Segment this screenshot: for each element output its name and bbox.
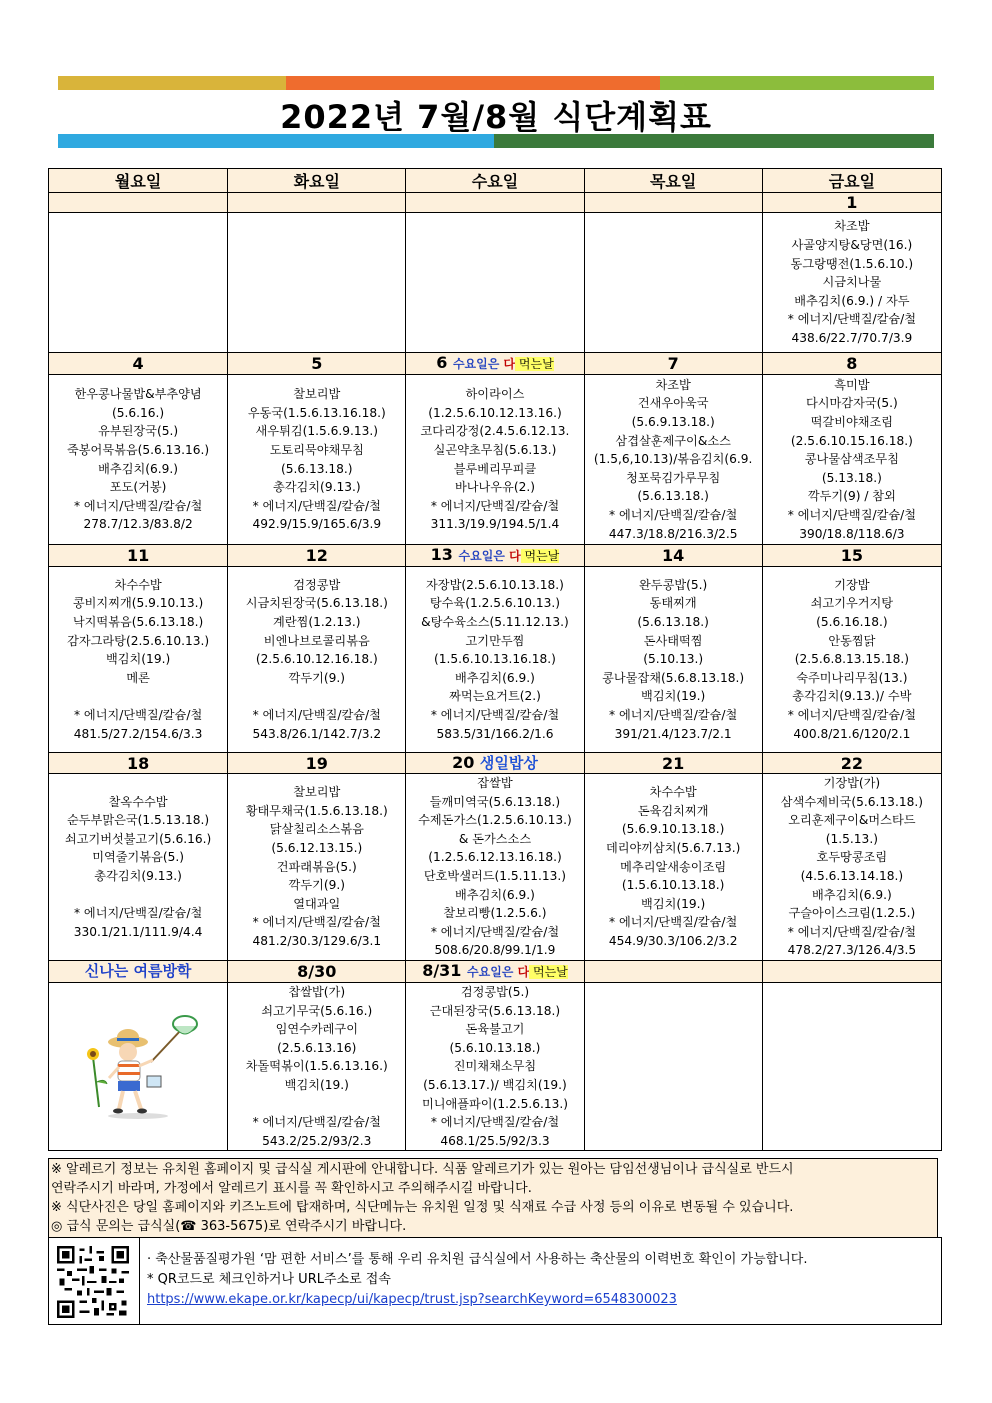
wed-tag bbox=[467, 965, 568, 979]
menu-item: 쇠고기우거지탕 bbox=[810, 596, 894, 611]
menu-item: 배추김치(6.9.) bbox=[811, 887, 892, 902]
menu-item: 배추김치(6.9.) bbox=[455, 887, 535, 902]
date-row bbox=[49, 753, 942, 774]
menu-cell bbox=[228, 982, 406, 1150]
menu-item: 400.8/21.6/120/2.1 bbox=[793, 726, 911, 741]
menu-item: 돈육불고기 bbox=[465, 1022, 525, 1037]
menu-item: 차조밥 bbox=[655, 377, 691, 392]
menu-item bbox=[228, 687, 405, 706]
menu-item: 468.1/25.5/92/3.3 bbox=[440, 1133, 550, 1148]
menu-item: (1.2.5.6.12.13.16.18.) bbox=[428, 850, 562, 865]
menu-item: 배추김치(6.9.) bbox=[98, 461, 179, 476]
date-cell: 19 bbox=[228, 753, 406, 774]
date-cell-wed bbox=[406, 753, 584, 774]
date-cell-wed bbox=[406, 353, 584, 375]
menu-item: * 에너지/단백질/칼슘/철 bbox=[787, 312, 916, 327]
menu-item: 기장밥 bbox=[834, 577, 870, 592]
menu-item: 543.8/26.1/142.7/3.2 bbox=[252, 726, 382, 741]
date-cell: 21 bbox=[584, 753, 762, 774]
day-header-fri: 금요일 bbox=[762, 169, 941, 193]
date-number: 20 bbox=[452, 753, 475, 772]
allergy-notice bbox=[48, 1158, 938, 1238]
menu-item: 찰보리밥 bbox=[293, 387, 341, 402]
date-number: 13 bbox=[430, 545, 453, 564]
menu-item: * 에너지/단백질/칼슘/철 bbox=[252, 707, 381, 722]
menu-item: 건파래볶음(5.) bbox=[276, 859, 357, 874]
menu-item: &탕수육소스(5.11.12.13.) bbox=[421, 615, 569, 630]
menu-item: * 에너지/단백질/칼슘/철 bbox=[787, 507, 916, 522]
menu-item: 자장밥(2.5.6.10.13.18.) bbox=[426, 577, 564, 592]
menu-item: 짜먹는요거트(2.) bbox=[449, 689, 541, 704]
menu-item: 시금치나물 bbox=[822, 275, 882, 290]
page-title: 2022년 7월/8월 식단계획표 bbox=[280, 98, 712, 136]
date-cell-wed bbox=[406, 960, 584, 982]
menu-item: (1.5.6.10.13.16.18.) bbox=[434, 652, 556, 667]
menu-cell bbox=[584, 774, 762, 961]
wed-tag-suffix: 먹는날 bbox=[515, 357, 554, 371]
menu-item: 총각김치(9.13.) bbox=[94, 868, 182, 883]
menu-item: * 에너지/단백질/칼슘/철 bbox=[73, 498, 203, 513]
date-cell-wed bbox=[406, 545, 584, 567]
notice-line: ※ 식단사진은 당일 홈페이지와 키즈노트에 탑재하며, 식단메뉴는 유치원 일정 및 식재료 수급 사정 등의 이유로 변동될 수 있습니다. bbox=[51, 1200, 794, 1215]
menu-cell bbox=[49, 567, 228, 753]
menu-cell bbox=[228, 774, 406, 961]
menu-item: 황태무채국(1.5.6.13.18.) bbox=[245, 803, 388, 818]
menu-item: 근대된장국(5.6.13.18.) bbox=[429, 1003, 561, 1018]
meal-plan-table bbox=[48, 168, 942, 1151]
menu-row bbox=[49, 213, 942, 353]
menu-cell bbox=[406, 982, 584, 1150]
date-cell bbox=[584, 193, 762, 213]
qr-separator bbox=[139, 1238, 140, 1324]
top-bar-yellow bbox=[58, 76, 286, 90]
menu-item: 기장밥(가) bbox=[823, 776, 881, 790]
menu-item: * 에너지/단백질/칼슘/철 bbox=[252, 915, 381, 930]
menu-item: 찹쌀밥(가) bbox=[288, 984, 346, 999]
menu-item: 481.5/27.2/154.6/3.3 bbox=[73, 726, 203, 741]
menu-item: 순두부맑은국(1.5.13.18.) bbox=[67, 813, 210, 828]
menu-item: 오리훈제구이&머스타드 bbox=[788, 813, 916, 828]
menu-item: 시금치된장국(5.6.13.18.) bbox=[245, 596, 388, 611]
menu-cell bbox=[49, 375, 228, 545]
menu-item: * 에너지/단백질/칼슘/철 bbox=[252, 498, 381, 513]
menu-item: * 에너지/단백질/칼슘/철 bbox=[609, 507, 738, 522]
menu-item: 유부된장국(5.) bbox=[98, 424, 179, 439]
menu-item: 콩비지찌개(5.9.10.13.) bbox=[72, 596, 204, 611]
menu-item: 311.3/19.9/194.5/1.4 bbox=[430, 517, 560, 532]
menu-item: 건새우아욱국 bbox=[637, 396, 709, 411]
wed-tag-prefix: 수요일은 bbox=[452, 357, 504, 371]
date-cell: 22 bbox=[762, 753, 941, 774]
traceability-line: · 축산물품질평가원 ‘맘 편한 서비스’를 통해 우리 유치원 급식실에서 사용하는 축산물의 이력번호 확인이 가능합니다. bbox=[147, 1252, 808, 1267]
menu-row bbox=[49, 774, 942, 961]
menu-item: 메추리알새송이조림 bbox=[620, 859, 727, 874]
menu-item: 호두땅콩조림 bbox=[816, 850, 888, 865]
menu-row bbox=[49, 567, 942, 753]
traceability-text bbox=[147, 1250, 807, 1310]
menu-cell bbox=[228, 213, 406, 353]
wed-tag-da: 다 bbox=[503, 357, 516, 371]
menu-item: 차수수밥 bbox=[649, 785, 697, 800]
date-row bbox=[49, 193, 942, 213]
birthday-tag: 생일밥상 bbox=[479, 754, 538, 772]
day-header-thu: 목요일 bbox=[584, 169, 762, 193]
date-cell: 7 bbox=[584, 353, 762, 375]
menu-item: 미니애플파이(1.2.5.6.13.) bbox=[421, 1096, 568, 1111]
menu-item: 깍두기(9) / 참외 bbox=[807, 489, 896, 504]
weekday-header-row bbox=[49, 169, 942, 193]
day-header-tue: 화요일 bbox=[228, 169, 406, 193]
menu-item: 검정콩밥(5.) bbox=[460, 984, 530, 999]
menu-item: 478.2/27.3/126.4/3.5 bbox=[787, 943, 917, 958]
menu-item: 비엔나브로콜리볶음 bbox=[263, 633, 370, 648]
menu-item: 동그랑땡전(1.5.6.10.) bbox=[790, 256, 914, 271]
menu-item: 278.7/12.3/83.8/2 bbox=[83, 517, 193, 532]
vacation-illustration-cell bbox=[49, 982, 228, 1150]
menu-item: 임연수카레구이 bbox=[275, 1022, 358, 1037]
menu-item: (5.6.13.17.)/ 백김치(19.) bbox=[423, 1077, 567, 1092]
menu-item: (1.2.5.6.10.12.13.16.) bbox=[428, 405, 562, 420]
menu-item: 감자그라탕(2.5.6.10.13.) bbox=[67, 633, 210, 648]
menu-item: 찰보리빵(1.2.5.6.) bbox=[443, 906, 547, 921]
menu-item: 구슬아이스크림(1.2.5.) bbox=[788, 906, 916, 921]
menu-item: (2.5.6.10.15.16.18.) bbox=[790, 433, 913, 448]
menu-item: (5.6.13.18.) bbox=[281, 461, 353, 476]
menu-item: 단호박샐러드(1.5.11.13.) bbox=[423, 868, 567, 883]
menu-item: 닭살칠리소스볶음 bbox=[269, 822, 364, 837]
menu-item: 쇠고기버섯불고기(5.6.16.) bbox=[64, 831, 212, 846]
menu-item: 찰옥수수밥 bbox=[108, 794, 168, 809]
menu-item: (5.13.18.) bbox=[821, 470, 882, 485]
menu-item: 안동찜닭 bbox=[828, 633, 876, 648]
menu-item: (5.6.10.13.18.) bbox=[449, 1040, 541, 1055]
menu-item: 508.6/20.8/99.1/1.9 bbox=[434, 943, 556, 958]
menu-item: 낙지떡볶음(5.6.13.18.) bbox=[72, 615, 204, 630]
wed-tag bbox=[453, 357, 554, 371]
menu-cell bbox=[584, 567, 762, 753]
top-bar-orange bbox=[286, 76, 660, 90]
vacation-label: 신나는 여름방학 bbox=[84, 962, 192, 981]
wed-tag-da: 다 bbox=[509, 549, 521, 563]
menu-cell bbox=[762, 375, 941, 545]
menu-item: * 에너지/단백질/칼슘/철 bbox=[430, 924, 560, 939]
menu-item: 492.9/15.9/165.6/3.9 bbox=[252, 517, 382, 532]
menu-item: 도토리묵야채무침 bbox=[269, 442, 364, 457]
menu-cell bbox=[762, 567, 941, 753]
menu-item: 사골양지탕&당면(16.) bbox=[791, 238, 913, 253]
menu-item: (5.6.12.13.15.) bbox=[271, 841, 363, 856]
menu-item: 하이라이스 bbox=[465, 387, 525, 402]
menu-item: 떡갈비야채조림 bbox=[810, 415, 894, 430]
menu-item: 데리야끼삼치(5.6.7.13.) bbox=[605, 841, 741, 856]
menu-item: (4.5.6.13.14.18.) bbox=[800, 868, 904, 883]
menu-row bbox=[49, 375, 942, 545]
menu-cell bbox=[406, 567, 584, 753]
menu-item: 390/18.8/118.6/3 bbox=[799, 526, 905, 541]
date-cell: 5 bbox=[228, 353, 406, 375]
menu-item: 330.1/21.1/111.9/4.4 bbox=[73, 924, 203, 939]
menu-item: 돈사태떡찜 bbox=[643, 633, 703, 648]
menu-item: 백김치(19.) bbox=[641, 896, 706, 911]
menu-item: 438.6/22.7/70.7/3.9 bbox=[791, 330, 913, 345]
date-cell: 8 bbox=[762, 353, 941, 375]
menu-item bbox=[228, 1095, 405, 1114]
menu-item: (2.5.6.8.13.15.18.) bbox=[794, 652, 909, 667]
menu-item: 동태찌개 bbox=[649, 596, 697, 611]
menu-item: 391/21.4/123.7/2.1 bbox=[614, 726, 732, 741]
date-cell bbox=[228, 193, 406, 213]
day-header-wed: 수요일 bbox=[406, 169, 584, 193]
menu-cell bbox=[406, 375, 584, 545]
menu-item: 탕수육(1.2.5.6.10.13.) bbox=[429, 596, 561, 611]
menu-item: 481.2/30.3/129.6/3.1 bbox=[252, 934, 382, 949]
date-cell bbox=[406, 193, 584, 213]
menu-item: 새우튀김(1.5.6.9.13.) bbox=[255, 424, 379, 439]
menu-item: 깍두기(9.) bbox=[288, 670, 346, 685]
menu-item: 총각김치(9.13.)/ 수박 bbox=[792, 689, 912, 704]
menu-item: * 에너지/단백질/칼슘/철 bbox=[609, 915, 738, 930]
menu-item: 총각김치(9.13.) bbox=[272, 480, 361, 495]
menu-item: 백김치(19.) bbox=[284, 1077, 349, 1092]
qr-code-icon[interactable] bbox=[57, 1246, 129, 1318]
menu-cell bbox=[406, 774, 584, 961]
menu-item: * 에너지/단백질/칼슘/철 bbox=[787, 924, 916, 939]
menu-item: * 에너지/단백질/칼슘/철 bbox=[787, 707, 916, 722]
menu-item: 들깨미역국(5.6.13.18.) bbox=[429, 794, 561, 809]
menu-item: 447.3/18.8/216.3/2.5 bbox=[608, 526, 738, 541]
menu-item: 삼색수제비국(5.6.13.18.) bbox=[780, 794, 923, 809]
menu-item: (1.5.6.10.13.18.) bbox=[621, 878, 725, 893]
menu-item: 청포묵김가루무침 bbox=[626, 470, 721, 485]
date-cell bbox=[49, 193, 228, 213]
menu-item: 다시마감자국(5.) bbox=[805, 396, 898, 411]
menu-item: 흑미밥 bbox=[834, 377, 870, 392]
menu-item: 코다리강정(2.4.5.6.12.13. bbox=[420, 424, 570, 439]
menu-item: 미역줄기볶음(5.) bbox=[92, 850, 184, 865]
menu-cell bbox=[584, 982, 762, 1150]
menu-item: * 에너지/단백질/칼슘/철 bbox=[609, 707, 738, 722]
traceability-line: * QR코드로 체크인하거나 URL주소로 접속 bbox=[147, 1272, 391, 1287]
menu-item bbox=[49, 687, 227, 706]
menu-item: 차조밥 bbox=[834, 219, 870, 234]
menu-cell bbox=[406, 213, 584, 353]
date-cell: 1 bbox=[762, 193, 941, 213]
top-bar-green bbox=[660, 76, 934, 90]
wed-tag-suffix: 먹는날 bbox=[529, 964, 568, 979]
menu-item: 찰보리밥 bbox=[293, 785, 341, 800]
menu-item: 배추김치(6.9.) / 자두 bbox=[794, 293, 910, 308]
menu-item: 콩나물삼색조무침 bbox=[804, 452, 899, 467]
menu-item: 메론 bbox=[126, 670, 150, 685]
menu-cell bbox=[584, 213, 762, 353]
menu-cell bbox=[228, 567, 406, 753]
date-cell: 4 bbox=[49, 353, 228, 375]
menu-item: 고기만두찜 bbox=[465, 633, 525, 648]
date-cell bbox=[584, 960, 762, 982]
menu-item: 차수수밥 bbox=[114, 577, 162, 592]
menu-item: 계란찜(1.2.13.) bbox=[273, 615, 361, 630]
menu-cell bbox=[762, 213, 941, 353]
date-cell: 8/30 bbox=[228, 960, 406, 982]
menu-item: * 에너지/단백질/칼슘/철 bbox=[430, 707, 560, 722]
menu-row bbox=[49, 982, 942, 1150]
menu-item: 583.5/31/166.2/1.6 bbox=[436, 726, 554, 741]
traceability-box bbox=[48, 1237, 942, 1325]
menu-item: * 에너지/단백질/칼슘/철 bbox=[73, 707, 203, 722]
menu-item: 열대과일 bbox=[293, 896, 341, 911]
notice-line: ※ 알레르기 정보는 유치원 홈페이지 및 급식실 게시판에 안내합니다. 식품 알레르기가 있는 원아는 담임선생님이나 급식실로 반드시 bbox=[51, 1162, 794, 1177]
menu-item: (1.5.13.) bbox=[825, 831, 878, 846]
menu-item: & 돈가스소스 bbox=[458, 831, 532, 846]
menu-cell bbox=[49, 213, 228, 353]
date-number: 6 bbox=[436, 353, 448, 372]
date-cell: 14 bbox=[584, 545, 762, 567]
date-cell: 12 bbox=[228, 545, 406, 567]
menu-item: 포도(거봉) bbox=[109, 480, 167, 495]
date-cell: 11 bbox=[49, 545, 228, 567]
menu-item: (5.6.9.13.18.) bbox=[631, 415, 715, 430]
menu-item: 수제돈가스(1.2.5.6.10.13.) bbox=[418, 813, 572, 828]
menu-item: 숙주미나리무침(13.) bbox=[796, 670, 908, 685]
menu-item: * 에너지/단백질/칼슘/철 bbox=[252, 1115, 381, 1130]
date-row bbox=[49, 353, 942, 375]
menu-item: (2.5.6.10.12.16.18.) bbox=[255, 652, 378, 667]
menu-item: * 에너지/단백질/칼슘/철 bbox=[430, 498, 560, 513]
date-cell bbox=[762, 960, 941, 982]
menu-cell bbox=[584, 375, 762, 545]
menu-item: 차돌떡볶이(1.5.6.13.16.) bbox=[245, 1059, 388, 1074]
date-cell: 15 bbox=[762, 545, 941, 567]
notice-line: 연락주시기 바라며, 가정에서 알레르기 표시를 꼭 확인하시고 주의해주시길 바랍니다. bbox=[51, 1181, 532, 1196]
menu-item: 백김치(19.) bbox=[641, 689, 706, 704]
menu-item: 배추김치(6.9.) bbox=[455, 670, 535, 685]
menu-item: 블루베리무피클 bbox=[453, 461, 537, 476]
wed-tag bbox=[459, 549, 560, 563]
menu-item: 완두콩밥(5.) bbox=[639, 577, 708, 592]
date-cell: 18 bbox=[49, 753, 228, 774]
date-number: 8/31 bbox=[422, 960, 462, 980]
menu-item: (5.6.9.10.13.18.) bbox=[621, 822, 725, 837]
wed-tag-prefix: 수요일은 bbox=[458, 549, 510, 563]
menu-item: 진미채채소무침 bbox=[453, 1059, 537, 1074]
notice-line: ◎ 급식 문의는 급식실(☎ 363-5675)로 연락주시기 바랍니다. bbox=[51, 1219, 407, 1234]
menu-item: (2.5.6.13.16) bbox=[277, 1040, 357, 1055]
menu-cell bbox=[762, 982, 941, 1150]
menu-item: 깍두기(9.) bbox=[288, 878, 346, 893]
menu-item: 454.9/30.3/106.2/3.2 bbox=[608, 934, 738, 949]
wed-tag-da: 다 bbox=[517, 964, 530, 979]
child-with-butterfly-net-illustration bbox=[73, 1012, 203, 1122]
menu-item: * 에너지/단백질/칼슘/철 bbox=[430, 1115, 560, 1130]
menu-item: 한우콩나물밥&부추양념 bbox=[74, 387, 202, 402]
menu-item: * 에너지/단백질/칼슘/철 bbox=[73, 906, 203, 921]
menu-item: (5.6.16.18.) bbox=[816, 615, 888, 630]
menu-item: 잡쌀밥 bbox=[477, 776, 513, 790]
menu-item: (1.5,6,10.13)/볶음김치(6.9. bbox=[593, 452, 753, 467]
menu-item: 백김치(19.) bbox=[105, 652, 171, 667]
menu-item: (5.6.16.) bbox=[112, 405, 165, 420]
menu-item: 쇠고기무국(5.6.16.) bbox=[261, 1003, 373, 1018]
vacation-cell bbox=[49, 960, 228, 982]
date-row bbox=[49, 960, 942, 982]
menu-item bbox=[49, 886, 227, 905]
menu-item: (5.6.13.18.) bbox=[637, 615, 709, 630]
menu-item: 삼겹살훈제구이&소스 bbox=[615, 433, 731, 448]
menu-item: 콩나물잡채(5.6.8.13.18.) bbox=[602, 670, 745, 685]
menu-cell bbox=[49, 774, 228, 961]
wed-tag-prefix: 수요일은 bbox=[467, 964, 518, 979]
menu-cell bbox=[228, 375, 406, 545]
menu-item: 바나나우유(2.) bbox=[454, 480, 535, 495]
date-row bbox=[49, 545, 942, 567]
menu-cell bbox=[762, 774, 941, 961]
menu-item: 실곤약초무침(5.6.13.) bbox=[433, 442, 557, 457]
day-header-mon: 월요일 bbox=[49, 169, 228, 193]
menu-item: 검정콩밥 bbox=[293, 577, 341, 592]
menu-item: (5.10.13.) bbox=[643, 652, 704, 667]
menu-item: (5.6.13.18.) bbox=[637, 489, 709, 504]
menu-item: 돈육김치찌개 bbox=[637, 803, 709, 818]
menu-item: 우동국(1.5.6.13.16.18.) bbox=[247, 405, 386, 420]
traceability-url-link[interactable]: https://www.ekape.or.kr/kapecp/ui/kapecp/trust.jsp?searchKeyword=6548300023 bbox=[147, 1292, 677, 1307]
menu-item: 죽봉어묵볶음(5.6.13.16.) bbox=[67, 442, 210, 457]
wed-tag-suffix: 먹는날 bbox=[520, 549, 560, 563]
menu-item: 543.2/25.2/93/2.3 bbox=[262, 1133, 372, 1148]
